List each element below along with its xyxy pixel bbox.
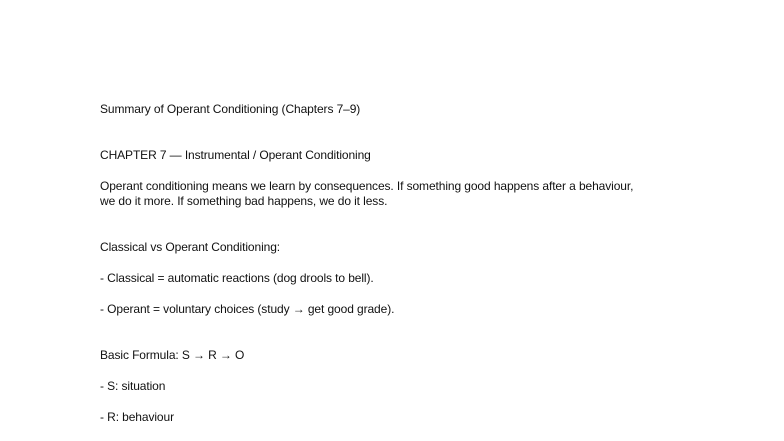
document-title: Summary of Operant Conditioning (Chapters 7–9) (100, 102, 361, 116)
operant-list-item: - Operant = voluntary choices (study → get good grade). (100, 302, 395, 316)
chapter-heading: CHAPTER 7 — Instrumental / Operant Conditioning (100, 148, 371, 162)
intro-paragraph-line-1: Operant conditioning means we learn by consequences. If something good happens after a behaviour, (100, 179, 634, 193)
classical-list-item: - Classical = automatic reactions (dog drools to bell). (100, 271, 374, 285)
comparison-heading: Classical vs Operant Conditioning: (100, 240, 281, 254)
r-list-item: - R: behaviour (100, 410, 174, 424)
s-list-item: - S: situation (100, 379, 166, 393)
intro-paragraph-line-2: we do it more. If something bad happens, we do it less. (100, 194, 388, 208)
formula-heading: Basic Formula: S → R → O (100, 348, 245, 362)
